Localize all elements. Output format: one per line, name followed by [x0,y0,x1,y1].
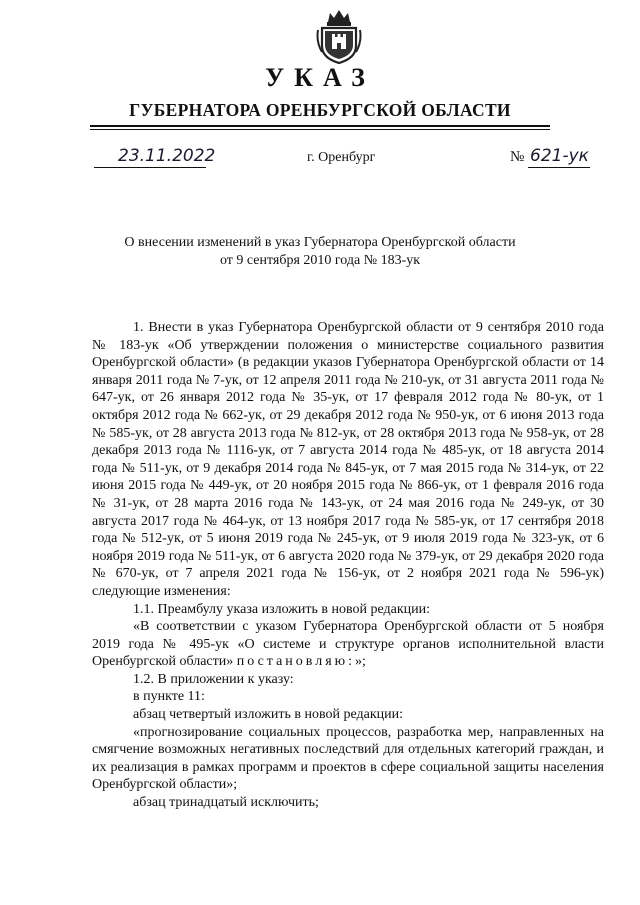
decree-number: 621-ук [530,146,589,166]
preamble-text: «В соответствии с указом Губернатора Оренбургской области от 5 ноября 2019 года № 495-ук «О системе и структуре органов исполнительной власти Оренбургской области» [92,619,604,670]
decree-city: г. Оренбург [307,150,376,165]
number-underline [528,167,590,168]
paragraph-new-text: «прогнозирование социальных процессов, разработка мер, направленных на смягчение возможных негативных последствий для отдельных категорий граждан, и их реализация в рамках программ и проектов в сфере социальной защиты населения Оренбургской области»; [92,724,604,793]
oblast-coat-of-arms-icon [316,8,362,64]
preamble-decree-word: постановляю: [236,654,355,670]
paragraph-1-1: 1.1. Преамбулу указа изложить в новой редакции: [133,601,431,617]
paragraph-1: 1. Внести в указ Губернатора Оренбургской области от 9 сентября 2010 года № 183-ук «Об утверждении положения о министерстве социального развития Оренбургской области» (в редакции указов Губернатора Оренбургской области от 14 января 2011 года № 7-ук, от 12 апреля 2011 года № 210-ук, от 31 августа 2011 года № 647-ук, от 26 января 2012 года № 35-ук, от 17 февраля 2012 года № 80-ук, от 1 октября 2012 года № 662-ук, от 29 декабря 2012 года № 950-ук, от 6 июня 2013 года № 585-ук, от 28 августа 2013 года № 812-ук, от 28 октября 2013 года № 958-ук, от 28 декабря 2013 года № 1116-ук, от 7 августа 2014 года № 485-ук, от 18 августа 2014 года № 511-ук, от 9 декабря 2014 года № 845-ук, от 7 мая 2015 года № 314-ук, от 22 июня 2015 года № 449-ук, от 20 ноября 2015 года № 866-ук, от 1 февраля 2016 года № 31-ук, от 28 марта 2016 года № 143-ук, от 24 мая 2016 года № 249-ук, от 30 августа 2017 года № 464-ук, от 13 ноября 2017 года № 585-ук, от 17 сентября 2018 года № 512-ук, от 5 июня 2019 года № 245-ук, от 9 июля 2019 года № 323-ук, от 6 ноября 2019 года № 511-ук, от 6 августа 2020 года № 379-ук, от 29 декабря 2020 года № 670-ук, от 7 апреля 2021 года № 156-ук, от 2 ноября 2021 года № 596-ук) следующие изменения: [92,320,604,599]
issuer-title: ГУБЕРНАТОРА ОРЕНБУРГСКОЙ ОБЛАСТИ [129,100,511,120]
paragraph-item-11: в пункте 11: [133,689,205,705]
subject-line-2: от 9 сентября 2010 года № 183-ук [219,253,421,268]
header-rule-thin [90,129,550,130]
paragraph-abzac-13: абзац тринадцатый исключить; [133,795,319,811]
header-rule-thick [90,125,550,127]
decree-title: УКАЗ [265,63,375,92]
preamble-end: »; [355,654,366,670]
decree-body [92,319,604,812]
decree-date: 23.11.2022 [118,146,216,166]
date-underline [94,167,206,168]
number-prefix: № [510,149,525,165]
paragraph-preamble [92,618,604,671]
paragraph-1-2: 1.2. В приложении к указу: [133,671,294,687]
decree-subject [60,234,580,270]
subject-line-1: О внесении изменений в указ Губернатора Оренбургской области [124,235,516,250]
paragraph-abzac-4: абзац четвертый изложить в новой редакции: [133,707,403,723]
